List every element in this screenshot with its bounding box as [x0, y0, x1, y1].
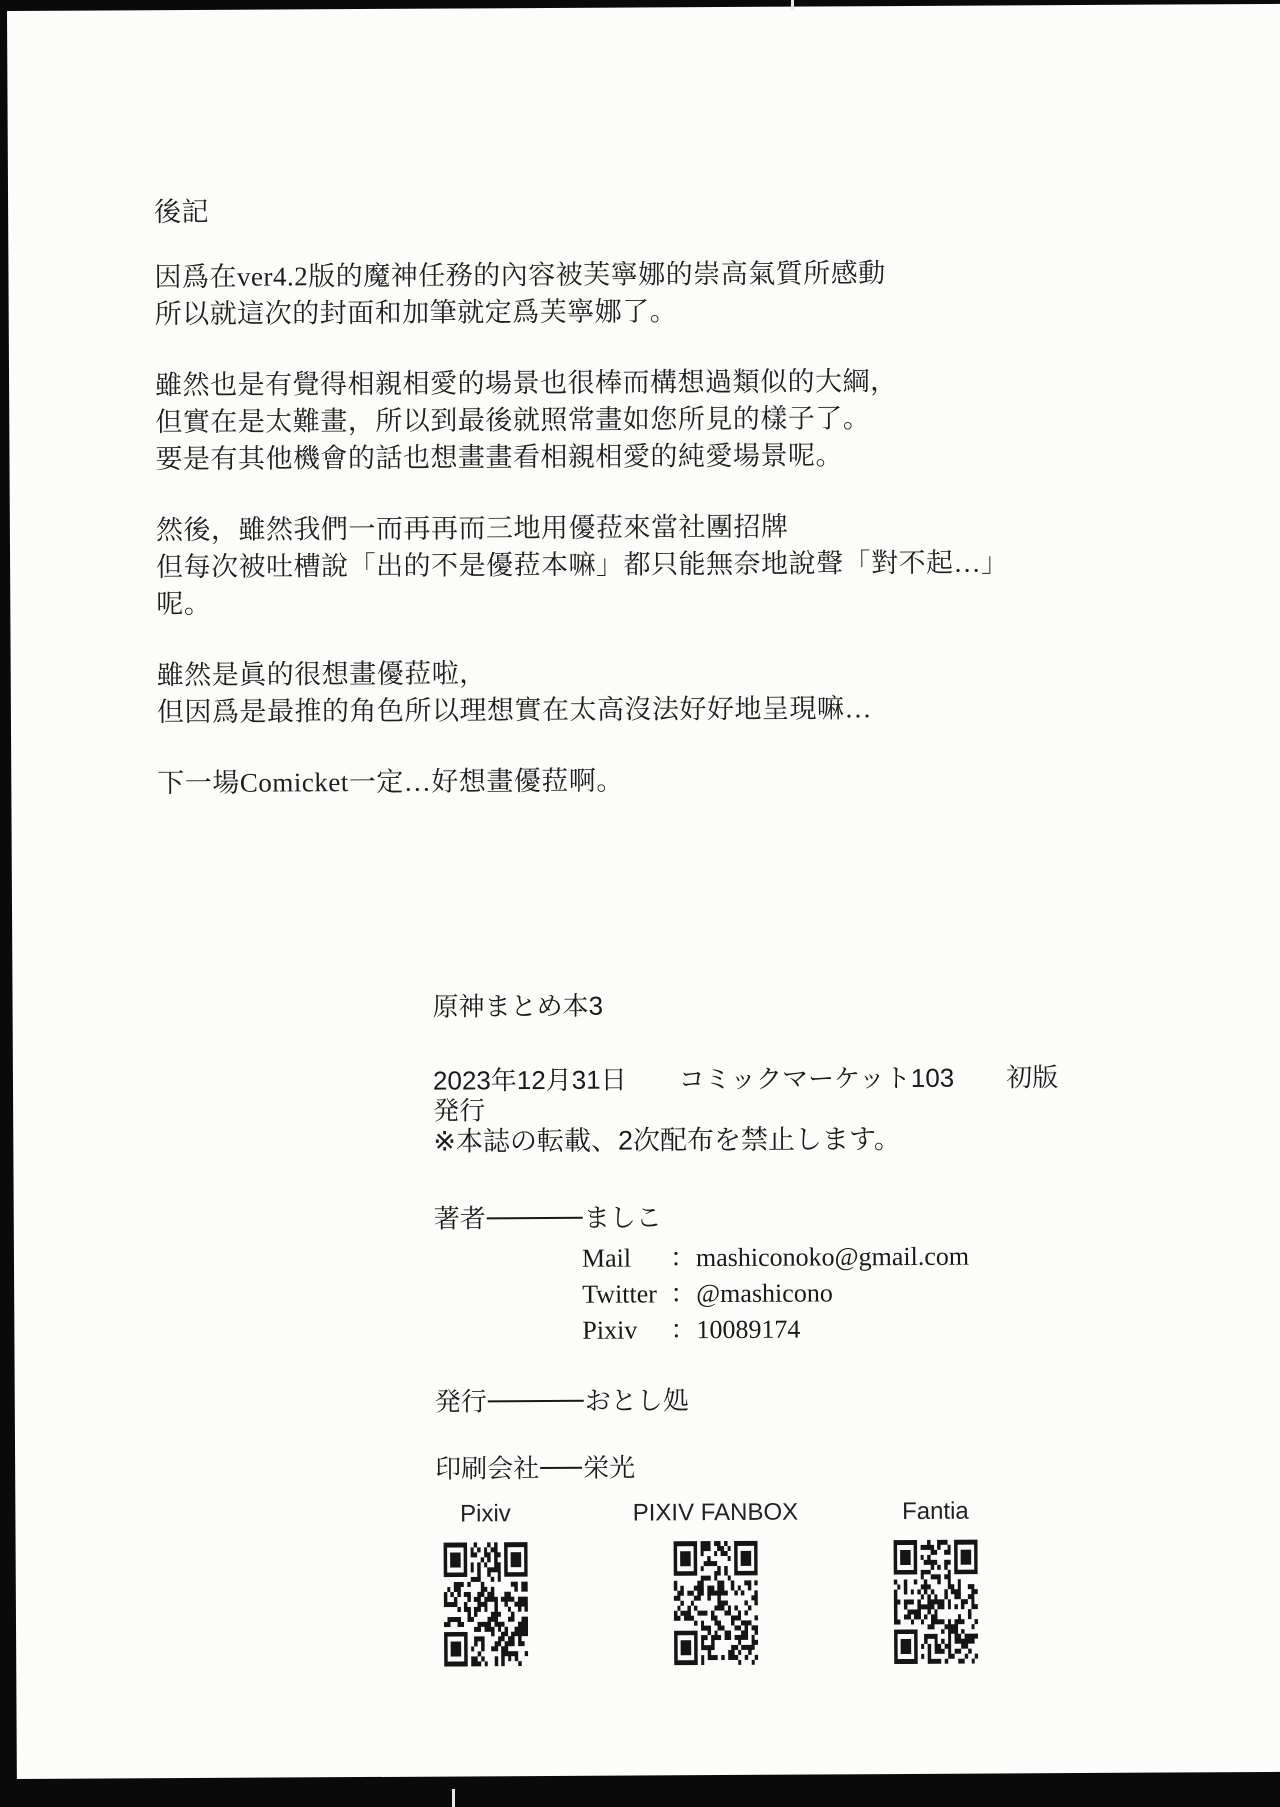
contact-row-twitter	[582, 1274, 1074, 1313]
afterword-line: 下一場Comicket一定…好想畫優菈啊。	[157, 765, 624, 799]
printer-name: 栄光	[583, 1452, 636, 1483]
printer-label: 印刷会社	[435, 1453, 540, 1484]
afterword-paragraph	[157, 652, 1037, 731]
publisher-label: 発行	[434, 1386, 487, 1417]
contact-label: Mail	[581, 1243, 632, 1273]
contact-label: Twitter	[582, 1279, 657, 1309]
afterword-line: 所以就這次的封面和加筆就定爲芙寧娜了。	[154, 296, 678, 330]
afterword-paragraph	[155, 362, 1036, 478]
author-label: 著者	[433, 1203, 486, 1234]
leader-line	[540, 1467, 582, 1469]
contact-row-mail	[582, 1238, 1074, 1277]
publisher-row	[435, 1383, 1075, 1417]
printer-row	[435, 1450, 1075, 1484]
leader-line	[487, 1217, 583, 1220]
afterword-line: 但因爲是最推的角色所以理想實在太高沒法好好地呈現嘛…	[156, 693, 872, 728]
afterword-line: 雖然也是有覺得相親相愛的場景也很棒而構想過類似的大綱，	[155, 366, 898, 401]
afterword-paragraph	[156, 507, 1037, 623]
leader-line	[488, 1400, 584, 1403]
contact-value: 10089174	[696, 1314, 801, 1345]
afterword-paragraph	[154, 254, 1034, 333]
contact-separator: ：	[669, 1243, 697, 1273]
qr-code-pixiv	[444, 1542, 529, 1666]
author-name: ましこ	[583, 1202, 662, 1233]
paper-sheet	[7, 4, 1280, 1779]
contact-row-pixiv	[582, 1310, 1074, 1349]
qr-label-fantia: Fantia	[901, 1497, 969, 1526]
qr-code-fanbox	[674, 1541, 759, 1665]
qr-section-fanbox	[630, 1499, 801, 1666]
contact-label: Pixiv	[582, 1315, 638, 1345]
qr-label-pixiv: Pixiv	[459, 1500, 511, 1528]
contact-list	[582, 1238, 1075, 1349]
afterword-line: 但每次被吐槽說「出的不是優菈本嘛」都只能無奈地說聲「對不起…」呢。	[156, 547, 1009, 620]
edition-line: 2023年12月31日 コミックマーケット103 初版発行	[432, 1062, 1059, 1126]
scan-artifact	[791, 0, 794, 10]
afterword-paragraph	[157, 760, 1037, 802]
afterword-heading: 後記	[154, 196, 210, 228]
contact-value: @mashicono	[696, 1278, 833, 1309]
publisher-name: おとし処	[584, 1385, 689, 1416]
redistribution-notice: ※本誌の転載、2次配布を禁止します。	[433, 1124, 901, 1157]
contact-separator: ：	[670, 1315, 697, 1345]
contact-value: mashiconoko@gmail.com	[695, 1241, 970, 1273]
afterword-line: 要是有其他機會的話也想畫畫看相親相愛的純愛場景呢。	[155, 440, 844, 475]
author-row	[434, 1200, 1074, 1234]
contact-separator: ：	[670, 1279, 697, 1309]
afterword-line: 但實在是太難畫，所以到最後就照常畫如您所見的樣子了。	[155, 403, 871, 438]
qr-section-pixiv	[400, 1500, 571, 1667]
afterword-line: 因爲在ver4.2版的魔神任務的內容被芙寧娜的崇高氣質所感動	[154, 258, 886, 293]
book-title: 原神まとめ本3	[432, 990, 604, 1022]
afterword-section	[154, 189, 1038, 836]
colophon-section	[432, 988, 1075, 1484]
scan-artifact	[452, 1789, 455, 1807]
qr-label-fanbox: PIXIV FANBOX	[632, 1498, 799, 1527]
afterword-line: 然後，雖然我們一而再再而三地用優菈來當社團招牌	[155, 511, 789, 546]
qr-section-fantia	[850, 1497, 1021, 1664]
afterword-line: 雖然是眞的很想畫優菈啦，	[156, 658, 487, 691]
qr-code-fantia	[894, 1540, 979, 1664]
